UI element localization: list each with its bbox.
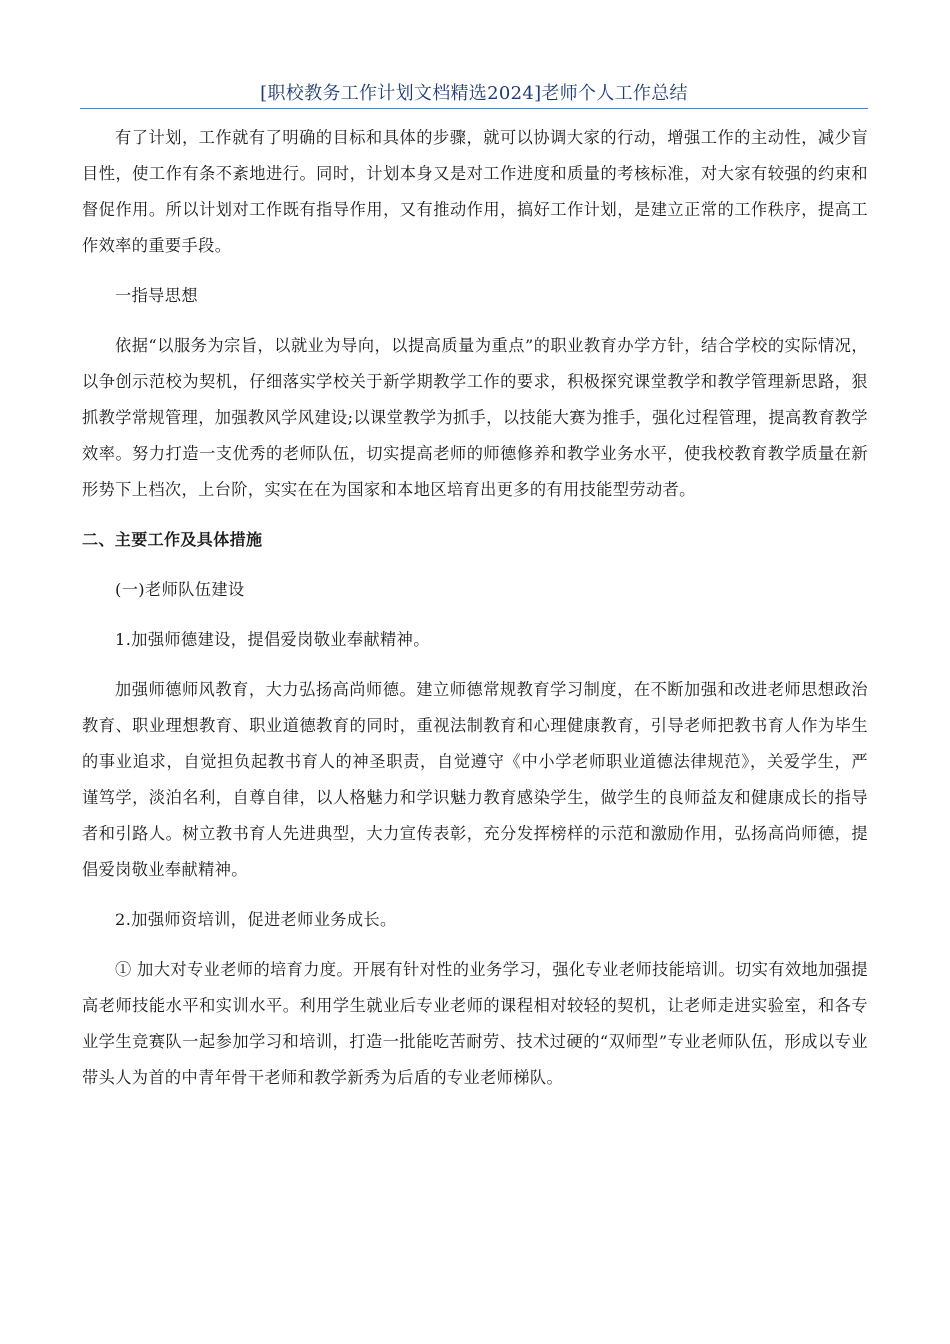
ethics-paragraph: 加强师德师风教育，大力弘扬高尚师德。建立师德常规教育学习制度，在不断加强和改进老师思想政治教育、职业理想教育、职业道德教育的同时，重视法制教育和心理健康教育，引导老师把教书育人作为毕生的事业追求，自觉担负起教书育人的神圣职责，自觉遵守《中小学老师职业道德法律规范》，关爱学生，严谨笃学，淡泊名利，自尊自律，以人格魅力和学识魅力教育感染学生，做学生的良师益友和健康成长的指导者和引路人。树立教书育人先进典型，大力宣传表彰，充分发挥榜样的示范和激励作用，弘扬高尚师德，提倡爱岗敬业奉献精神。 (82, 680, 868, 879)
intro-paragraph: 有了计划，工作就有了明确的目标和具体的步骤，就可以协调大家的行动，增强工作的主动性，减少盲目性，使工作有条不紊地进行。同时，计划本身又是对工作进度和质量的考核标准，对大家有较强的约束和督促作用。所以计划对工作既有指导作用，又有推动作用，搞好工作计划，是建立正常的工作秩序，提高工作效率的重要手段。 (82, 128, 868, 255)
training-paragraph: ① 加大对专业老师的培育力度。开展有针对性的业务学习，强化专业老师技能培训。切实有效地加强提高老师技能水平和实训水平。利用学生就业后专业老师的课程相对较轻的契机，让老师走进实验室，和各专业学生竞赛队一起参加学习和培训，打造一批能吃苦耐劳、技术过硬的“双师型”专业老师队伍，形成以专业带头人为首的中青年骨干老师和教学新秀为后盾的专业老师梯队。 (82, 960, 868, 1087)
document-body (82, 120, 868, 1096)
item-heading-ethics: 1.加强师德建设，提倡爱岗敬业奉献精神。 (115, 630, 430, 649)
section-heading-main-work: 二、主要工作及具体措施 (82, 530, 263, 549)
page-header-title: [职校教务工作计划文档精选2024]老师个人工作总结 (260, 83, 688, 104)
section-heading-guiding-ideology: 一指导思想 (115, 286, 198, 305)
header-divider (80, 108, 868, 109)
subsection-heading-teacher-team: (一)老师队伍建设 (115, 580, 245, 599)
item-heading-training: 2.加强师资培训，促进老师业务成长。 (115, 910, 397, 929)
guiding-ideology-paragraph: 依据“以服务为宗旨，以就业为导向，以提高质量为重点”的职业教育办学方针，结合学校的实际情况，以争创示范校为契机，仔细落实学校关于新学期教学工作的要求，积极探究课堂教学和教学管理新思路，狠抓教学常规管理，加强教风学风建设;以课堂教学为抓手，以技能大赛为推手，强化过程管理，提高教育教学效率。努力打造一支优秀的老师队伍，切实提高老师的师德修养和教学业务水平，使我校教育教学质量在新形势下上档次，上台阶，实实在在为国家和本地区培育出更多的有用技能型劳动者。 (82, 336, 868, 499)
